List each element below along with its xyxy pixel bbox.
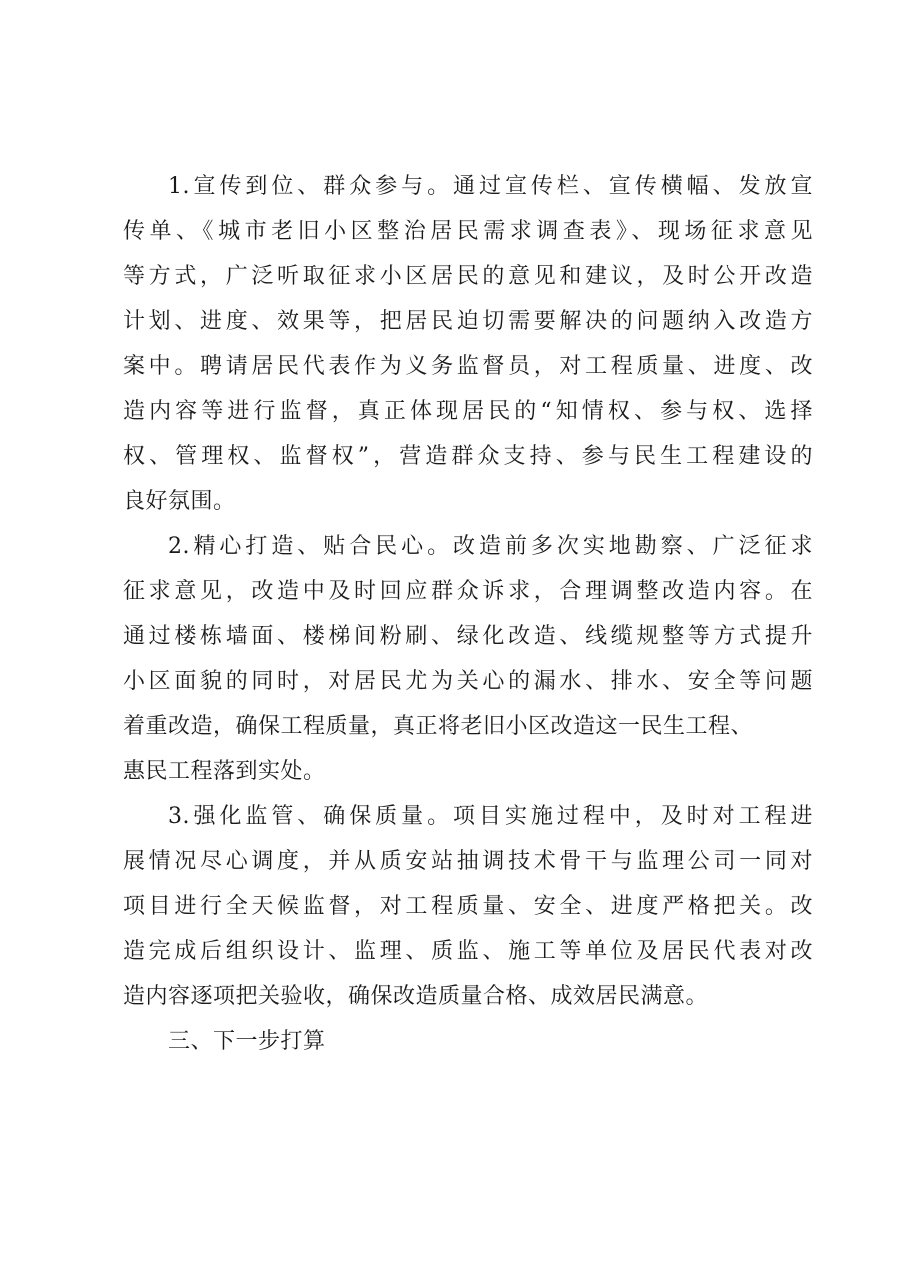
paragraph-1: [123, 164, 813, 524]
paragraph-line: 权、管理权、监督权”，营造群众支持、参与民生工程建设的: [123, 444, 813, 469]
paragraph-line: 等方式，广泛听取征求小区居民的意见和建议，及时公开改造: [123, 264, 813, 289]
paragraph-line: 通过楼栋墙面、楼梯间粉刷、绿化改造、线缆规整等方式提升: [123, 624, 813, 649]
paragraph-3: [123, 794, 813, 1019]
paragraph-line: 案中。聘请居民代表作为义务监督员，对工程质量、进度、改: [123, 354, 813, 379]
paragraph-line: 项目进行全天候监督，对工程质量、安全、进度严格把关。改: [123, 894, 813, 919]
document-body: [123, 164, 813, 1064]
paragraph-line: 惠民工程落到实处。: [123, 759, 326, 784]
paragraph-line: 展情况尽心调度，并从质安站抽调技术骨干与监理公司一同对: [123, 849, 813, 874]
paragraph-line: 造内容等进行监督，真正体现居民的“知情权、参与权、选择: [123, 399, 813, 424]
paragraph-line: 传单、《城市老旧小区整治居民需求调查表》、现场征求意见: [123, 219, 813, 244]
paragraph-2: [123, 524, 813, 794]
paragraph-line: 计划、进度、效果等，把居民迫切需要解决的问题纳入改造方: [123, 309, 813, 334]
paragraph-line: 造内容逐项把关验收，确保改造质量合格、成效居民满意。: [123, 984, 709, 1009]
paragraph-line: 1.宣传到位、群众参与。通过宣传栏、宣传横幅、发放宣: [168, 174, 813, 199]
paragraph-line: 造完成后组织设计、监理、质监、施工等单位及居民代表对改: [123, 939, 813, 964]
paragraph-line: 2.精心打造、贴合民心。改造前多次实地勘察、广泛征求: [168, 534, 813, 559]
paragraph-line: 小区面貌的同时，对居民尤为关心的漏水、排水、安全等问题: [123, 669, 813, 694]
paragraph-line: 良好氛围。: [123, 489, 236, 514]
paragraph-line: 征求意见，改造中及时回应群众诉求，合理调整改造内容。在: [123, 579, 813, 604]
paragraph-line: 3.强化监管、确保质量。项目实施过程中，及时对工程进: [168, 804, 813, 829]
paragraph-line: 着重改造，确保工程质量，真正将老旧小区改造这一民生工程、: [123, 714, 754, 739]
section-heading: 三、下一步打算: [168, 1029, 326, 1054]
